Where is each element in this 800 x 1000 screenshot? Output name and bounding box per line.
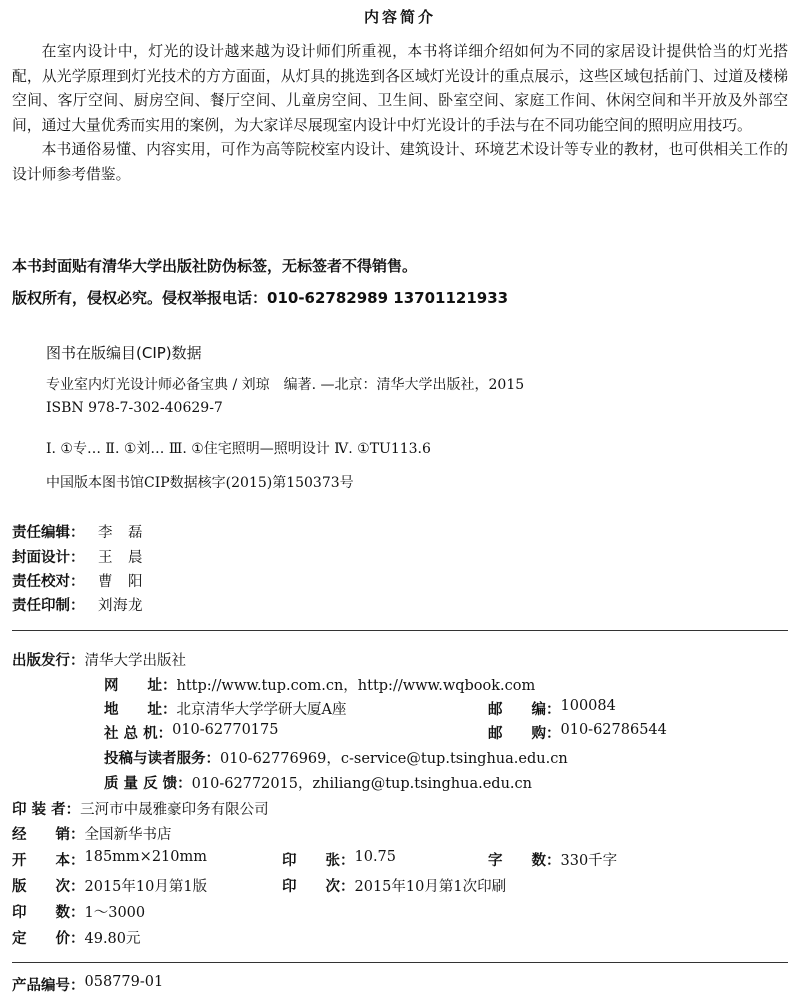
address-row (104, 698, 346, 719)
staff-row (12, 570, 143, 591)
publisher-row (12, 649, 186, 670)
intro-title: 内容简介 (363, 8, 436, 26)
cip-line: Ⅰ. ①专… Ⅱ. ①刘… Ⅲ. ①住宅照明—照明设计 Ⅳ. ①TU113.6 (46, 441, 431, 457)
staff-label: 封面设计： (12, 550, 85, 566)
distributor-row (12, 823, 172, 844)
sheets-row (282, 849, 396, 870)
publisher-value: 清华大学出版社 (84, 653, 186, 669)
print-run-row (12, 901, 145, 922)
intro-paragraph: 在室内设计中，灯光的设计越来越为设计师们所重视，本书将详细介绍如何为不同的家居设计提供恰当的灯光搭配，从光学原理到灯光技术的方方面面，从灯具的挑选到各区域灯光设计的重点展示，这些区域包括前门、过道及楼梯空间、客厅空间、厨房空间、餐厅空间、儿童房空间、卫生间、卧室空间、家庭工作间、休闲空间和半开放及外部空间，通过大量优秀而实用的案例，为大家详尽展现室内设计中灯光设计的手法与在不同功能空间的照明应用技巧。 (12, 43, 788, 134)
impression-label: 印 次： (282, 879, 355, 895)
print-run-label: 印 数： (12, 905, 85, 921)
mail-order-label: 邮 购： (488, 726, 561, 742)
product-number-value: 058779-01 (84, 974, 164, 990)
price-label: 定 价： (12, 931, 85, 947)
postcode-row (488, 698, 616, 719)
staff-row (12, 521, 143, 542)
mail-order-value: 010-62786544 (560, 722, 667, 738)
cip-line: ISBN 978-7-302-40629-7 (46, 400, 223, 416)
submission-row (104, 747, 568, 768)
address-label: 地 址： (104, 702, 177, 718)
intro-paragraph: 本书通俗易懂、内容实用，可作为高等院校室内设计、建筑设计、环境艺术设计等专业的教材，也可供相关工作的设计师参考借鉴。 (12, 141, 788, 183)
submission-label: 投稿与读者服务： (104, 751, 220, 767)
distributor-value: 全国新华书店 (84, 827, 172, 843)
words-value: 330千字 (560, 853, 618, 869)
product-number-row (12, 974, 163, 995)
distributor-label: 经 销： (12, 827, 85, 843)
switchboard-value: 010-62770175 (172, 722, 279, 738)
edition-value: 2015年10月第1版 (84, 879, 208, 895)
words-row (488, 849, 617, 870)
mail-order-row (488, 722, 667, 743)
impression-row (282, 875, 506, 896)
edition-row (12, 875, 207, 896)
website-value: http://www.tup.com.cn，http://www.wqbook.com (176, 678, 536, 694)
staff-label: 责任校对： (12, 574, 85, 590)
words-label: 字 数： (488, 853, 561, 869)
printer-row (12, 798, 269, 819)
product-number-label: 产品编号： (12, 978, 85, 994)
format-label: 开 本： (12, 853, 85, 869)
staff-label: 责任编辑： (12, 525, 85, 541)
quality-value: 010-62772015，zhiliang@tup.tsinghua.edu.cn (191, 776, 532, 792)
intro-body (12, 40, 788, 187)
price-value: 49.80元 (84, 931, 141, 947)
printer-value: 三河市中晟雅豪印务有限公司 (80, 802, 269, 818)
cip-line: 专业室内灯光设计师必备宝典 / 刘琼 编著. —北京：清华大学出版社，2015 (46, 377, 525, 393)
staff-label: 责任印制： (12, 598, 85, 614)
anti-counterfeit-notice: 本书封面贴有清华大学出版社防伪标签，无标签者不得销售。 (12, 257, 418, 275)
price-row (12, 927, 141, 948)
divider (12, 962, 788, 963)
staff-row (12, 546, 143, 567)
staff-value: 曹 阳 (98, 574, 143, 590)
website-row (104, 674, 535, 695)
sheets-label: 印 张： (282, 853, 355, 869)
divider (12, 630, 788, 631)
printer-label: 印 装 者： (12, 802, 81, 818)
switchboard-row (104, 722, 279, 743)
staff-value: 李 磊 (98, 525, 143, 541)
submission-value: 010-62776969，c-service@tup.tsinghua.edu.cn (220, 751, 568, 767)
staff-value: 刘海龙 (98, 598, 143, 614)
cip-title: 图书在版编目(CIP)数据 (46, 344, 202, 362)
copyright-notice: 版权所有，侵权必究。侵权举报电话：010-62782989 13701121933 (12, 289, 509, 307)
format-value: 185mm×210mm (84, 849, 207, 865)
postcode-value: 100084 (560, 698, 616, 714)
address-value: 北京清华大学学研大厦A座 (176, 702, 347, 718)
cip-line: 中国版本图书馆CIP数据核字(2015)第150373号 (46, 475, 354, 491)
publisher-label: 出版发行： (12, 653, 85, 669)
quality-label: 质 量 反 馈： (104, 776, 192, 792)
edition-label: 版 次： (12, 879, 85, 895)
postcode-label: 邮 编： (488, 702, 561, 718)
sheets-value: 10.75 (354, 849, 397, 865)
staff-row (12, 594, 143, 615)
website-label: 网 址： (104, 678, 177, 694)
impression-value: 2015年10月第1次印刷 (354, 879, 507, 895)
switchboard-label: 社 总 机： (104, 726, 173, 742)
quality-row (104, 772, 532, 793)
format-row (12, 849, 207, 870)
print-run-value: 1～3000 (84, 905, 146, 921)
staff-value: 王 晨 (98, 550, 143, 566)
